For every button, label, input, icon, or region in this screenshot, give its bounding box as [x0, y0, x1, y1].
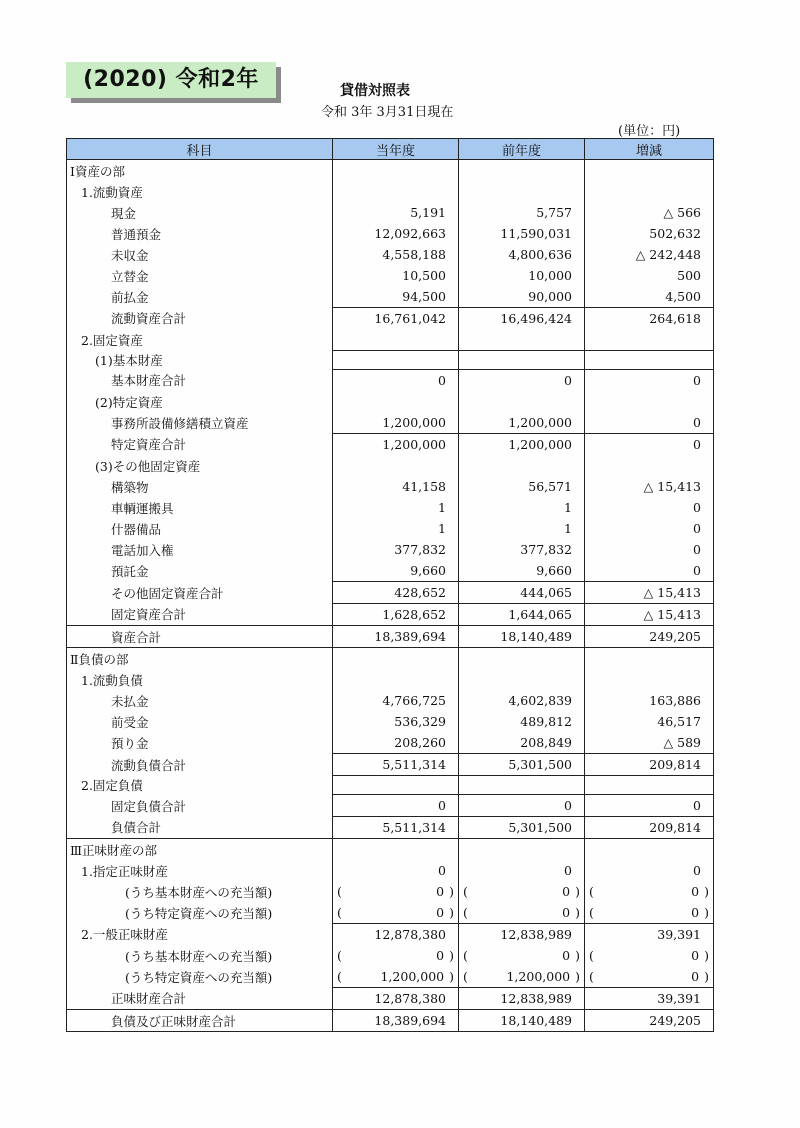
change-value	[585, 160, 714, 182]
current-year-value: 536,329	[333, 711, 459, 732]
current-year-value: ( 0 )	[333, 881, 459, 902]
table-row	[67, 434, 714, 456]
table-row	[67, 754, 714, 776]
change-value: 0	[585, 539, 714, 560]
change-value	[585, 391, 714, 412]
previous-year-value: 18,140,489	[459, 1010, 585, 1032]
current-year-value	[333, 181, 459, 202]
change-value: △ 566	[585, 202, 714, 223]
account-label: 特定資産合計	[67, 434, 333, 456]
previous-year-value: ( 0 )	[459, 945, 585, 966]
table-row	[67, 817, 714, 839]
table-row	[67, 795, 714, 817]
change-value	[585, 669, 714, 690]
account-label: 正味財産合計	[67, 988, 333, 1010]
previous-year-value: 489,812	[459, 711, 585, 732]
current-year-value: 0	[333, 795, 459, 817]
change-value: 0	[585, 412, 714, 434]
previous-year-value	[459, 455, 585, 476]
account-label: 1.流動負債	[67, 669, 333, 690]
change-value	[585, 648, 714, 670]
previous-year-value: 90,000	[459, 286, 585, 308]
table-row	[67, 476, 714, 497]
account-label: その他固定資産合計	[67, 582, 333, 604]
previous-year-value: 4,800,636	[459, 244, 585, 265]
account-label: 電話加入権	[67, 539, 333, 560]
change-value: 4,500	[585, 286, 714, 308]
previous-year-value: 0	[459, 795, 585, 817]
change-value	[585, 181, 714, 202]
column-header-current-year: 当年度	[333, 139, 459, 160]
table-row	[67, 988, 714, 1010]
current-year-value: 94,500	[333, 286, 459, 308]
change-value	[585, 839, 714, 861]
change-value	[585, 455, 714, 476]
previous-year-value: ( 1,200,000 )	[459, 966, 585, 988]
previous-year-value	[459, 160, 585, 182]
account-label: 構築物	[67, 476, 333, 497]
previous-year-value: 444,065	[459, 582, 585, 604]
current-year-value: 5,511,314	[333, 754, 459, 776]
current-year-value: 12,878,380	[333, 988, 459, 1010]
table-row	[67, 560, 714, 582]
table-body	[67, 160, 714, 1032]
table-row	[67, 690, 714, 711]
change-value: 249,205	[585, 1010, 714, 1032]
table-row	[67, 518, 714, 539]
change-value: 249,205	[585, 626, 714, 648]
account-label: 流動資産合計	[67, 308, 333, 330]
previous-year-value	[459, 839, 585, 861]
account-label: 前受金	[67, 711, 333, 732]
previous-year-value: 1,200,000	[459, 434, 585, 456]
table-row	[67, 286, 714, 308]
account-label: 現金	[67, 202, 333, 223]
account-label: Ⅱ負債の部	[67, 648, 333, 670]
account-label: 基本財産合計	[67, 370, 333, 392]
change-value: ( 0 )	[585, 881, 714, 902]
current-year-value: ( 1,200,000 )	[333, 966, 459, 988]
change-value: 163,886	[585, 690, 714, 711]
table-row	[67, 539, 714, 560]
balance-sheet-table	[66, 138, 714, 1032]
column-header-account: 科目	[67, 139, 333, 160]
change-value: △ 589	[585, 732, 714, 754]
current-year-value: 12,878,380	[333, 924, 459, 946]
current-year-value: 41,158	[333, 476, 459, 497]
account-label: 固定負債合計	[67, 795, 333, 817]
table-row	[67, 924, 714, 946]
change-value: 264,618	[585, 308, 714, 330]
change-value: 209,814	[585, 817, 714, 839]
previous-year-value	[459, 329, 585, 351]
change-value: △ 15,413	[585, 582, 714, 604]
change-value: △ 15,413	[585, 476, 714, 497]
previous-year-value: 5,757	[459, 202, 585, 223]
current-year-value	[333, 391, 459, 412]
current-year-value: 0	[333, 860, 459, 881]
previous-year-value: 377,832	[459, 539, 585, 560]
previous-year-value: 0	[459, 860, 585, 881]
current-year-value: 1,200,000	[333, 434, 459, 456]
change-value: 39,391	[585, 988, 714, 1010]
change-value: ( 0 )	[585, 945, 714, 966]
current-year-value	[333, 776, 459, 795]
table-row	[67, 244, 714, 265]
table-row	[67, 308, 714, 330]
document-title: 貸借対照表	[340, 83, 410, 99]
change-value: 500	[585, 265, 714, 286]
account-label: (うち特定資産への充当額)	[67, 902, 333, 924]
account-label: 預り金	[67, 732, 333, 754]
previous-year-value: 16,496,424	[459, 308, 585, 330]
previous-year-value	[459, 351, 585, 370]
table-row	[67, 202, 714, 223]
column-header-change: 増減	[585, 139, 714, 160]
table-row	[67, 945, 714, 966]
previous-year-value: 4,602,839	[459, 690, 585, 711]
account-label: 固定資産合計	[67, 604, 333, 626]
table-row	[67, 391, 714, 412]
previous-year-value: 208,849	[459, 732, 585, 754]
table-row	[67, 351, 714, 370]
current-year-value	[333, 648, 459, 670]
table-row	[67, 160, 714, 182]
change-value: ( 0 )	[585, 966, 714, 988]
current-year-value: 12,092,663	[333, 223, 459, 244]
account-label: 2.一般正味財産	[67, 924, 333, 946]
account-label: 1.指定正味財産	[67, 860, 333, 881]
current-year-value	[333, 329, 459, 351]
change-value: 0	[585, 860, 714, 881]
account-label: Ⅲ正味財産の部	[67, 839, 333, 861]
account-label: 車輌運搬具	[67, 497, 333, 518]
current-year-value	[333, 669, 459, 690]
current-year-value: 0	[333, 370, 459, 392]
table-row	[67, 582, 714, 604]
previous-year-value: ( 0 )	[459, 902, 585, 924]
account-label: 資産合計	[67, 626, 333, 648]
table-row	[67, 626, 714, 648]
previous-year-value	[459, 648, 585, 670]
column-header-previous-year: 前年度	[459, 139, 585, 160]
current-year-value: 377,832	[333, 539, 459, 560]
change-value: 209,814	[585, 754, 714, 776]
change-value: △ 242,448	[585, 244, 714, 265]
previous-year-value: 5,301,500	[459, 817, 585, 839]
table-row	[67, 223, 714, 244]
account-label: 普通預金	[67, 223, 333, 244]
previous-year-value: 12,838,989	[459, 924, 585, 946]
table-row	[67, 732, 714, 754]
change-value: 46,517	[585, 711, 714, 732]
previous-year-value: 18,140,489	[459, 626, 585, 648]
table-row	[67, 455, 714, 476]
table-row	[67, 329, 714, 351]
current-year-value	[333, 839, 459, 861]
account-label: Ⅰ資産の部	[67, 160, 333, 182]
table-row	[67, 370, 714, 392]
current-year-value: 18,389,694	[333, 626, 459, 648]
account-label: 立替金	[67, 265, 333, 286]
change-value: 0	[585, 497, 714, 518]
table-row	[67, 902, 714, 924]
table-row	[67, 604, 714, 626]
account-label: 2.固定負債	[67, 776, 333, 795]
change-value: 39,391	[585, 924, 714, 946]
table-row	[67, 412, 714, 434]
change-value: △ 15,413	[585, 604, 714, 626]
account-label: 負債合計	[67, 817, 333, 839]
current-year-value: 10,500	[333, 265, 459, 286]
year-badge: (2020) 令和2年	[66, 62, 276, 98]
previous-year-value: 10,000	[459, 265, 585, 286]
account-label: (うち基本財産への充当額)	[67, 945, 333, 966]
table-row	[67, 1010, 714, 1032]
change-value	[585, 351, 714, 370]
change-value: 0	[585, 795, 714, 817]
account-label: 事務所設備修繕積立資産	[67, 412, 333, 434]
current-year-value	[333, 455, 459, 476]
account-label: 未収金	[67, 244, 333, 265]
change-value: 0	[585, 434, 714, 456]
change-value: 0	[585, 560, 714, 582]
previous-year-value	[459, 391, 585, 412]
previous-year-value	[459, 776, 585, 795]
previous-year-value	[459, 181, 585, 202]
current-year-value: 9,660	[333, 560, 459, 582]
previous-year-value: 5,301,500	[459, 754, 585, 776]
table-row	[67, 669, 714, 690]
current-year-value: 1,628,652	[333, 604, 459, 626]
previous-year-value: 1,200,000	[459, 412, 585, 434]
previous-year-value: 0	[459, 370, 585, 392]
current-year-value: 208,260	[333, 732, 459, 754]
account-label: 流動負債合計	[67, 754, 333, 776]
as-of-date: 令和 3年 3月31日現在	[321, 105, 454, 120]
current-year-value	[333, 160, 459, 182]
account-label: (うち特定資産への充当額)	[67, 966, 333, 988]
account-label: 什器備品	[67, 518, 333, 539]
previous-year-value: 9,660	[459, 560, 585, 582]
account-label: 1.流動資産	[67, 181, 333, 202]
table-row	[67, 265, 714, 286]
previous-year-value	[459, 669, 585, 690]
previous-year-value: 11,590,031	[459, 223, 585, 244]
change-value: ( 0 )	[585, 902, 714, 924]
table-row	[67, 881, 714, 902]
previous-year-value: 1	[459, 518, 585, 539]
table-row	[67, 839, 714, 861]
account-label: (3)その他固定資産	[67, 455, 333, 476]
table-row	[67, 648, 714, 670]
current-year-value	[333, 351, 459, 370]
current-year-value: 5,511,314	[333, 817, 459, 839]
current-year-value: 5,191	[333, 202, 459, 223]
account-label: (2)特定資産	[67, 391, 333, 412]
change-value	[585, 329, 714, 351]
account-label: 預託金	[67, 560, 333, 582]
account-label: (うち基本財産への充当額)	[67, 881, 333, 902]
account-label: 前払金	[67, 286, 333, 308]
account-label: 未払金	[67, 690, 333, 711]
current-year-value: 18,389,694	[333, 1010, 459, 1032]
table-row	[67, 711, 714, 732]
current-year-value: 428,652	[333, 582, 459, 604]
current-year-value: ( 0 )	[333, 902, 459, 924]
previous-year-value: 12,838,989	[459, 988, 585, 1010]
current-year-value: 1	[333, 518, 459, 539]
current-year-value: 4,766,725	[333, 690, 459, 711]
previous-year-value: ( 0 )	[459, 881, 585, 902]
account-label: 負債及び正味財産合計	[67, 1010, 333, 1032]
change-value: 0	[585, 370, 714, 392]
current-year-value: 4,558,188	[333, 244, 459, 265]
table-row	[67, 966, 714, 988]
previous-year-value: 56,571	[459, 476, 585, 497]
current-year-value: ( 0 )	[333, 945, 459, 966]
table-row	[67, 181, 714, 202]
current-year-value: 1	[333, 497, 459, 518]
previous-year-value: 1	[459, 497, 585, 518]
change-value: 502,632	[585, 223, 714, 244]
table-row	[67, 497, 714, 518]
table-row	[67, 860, 714, 881]
change-value: 0	[585, 518, 714, 539]
current-year-value: 1,200,000	[333, 412, 459, 434]
table-header-row	[67, 139, 714, 160]
current-year-value: 16,761,042	[333, 308, 459, 330]
account-label: 2.固定資産	[67, 329, 333, 351]
account-label: (1)基本財産	[67, 351, 333, 370]
table-row	[67, 776, 714, 795]
previous-year-value: 1,644,065	[459, 604, 585, 626]
change-value	[585, 776, 714, 795]
unit-label: (単位：円)	[618, 124, 681, 139]
